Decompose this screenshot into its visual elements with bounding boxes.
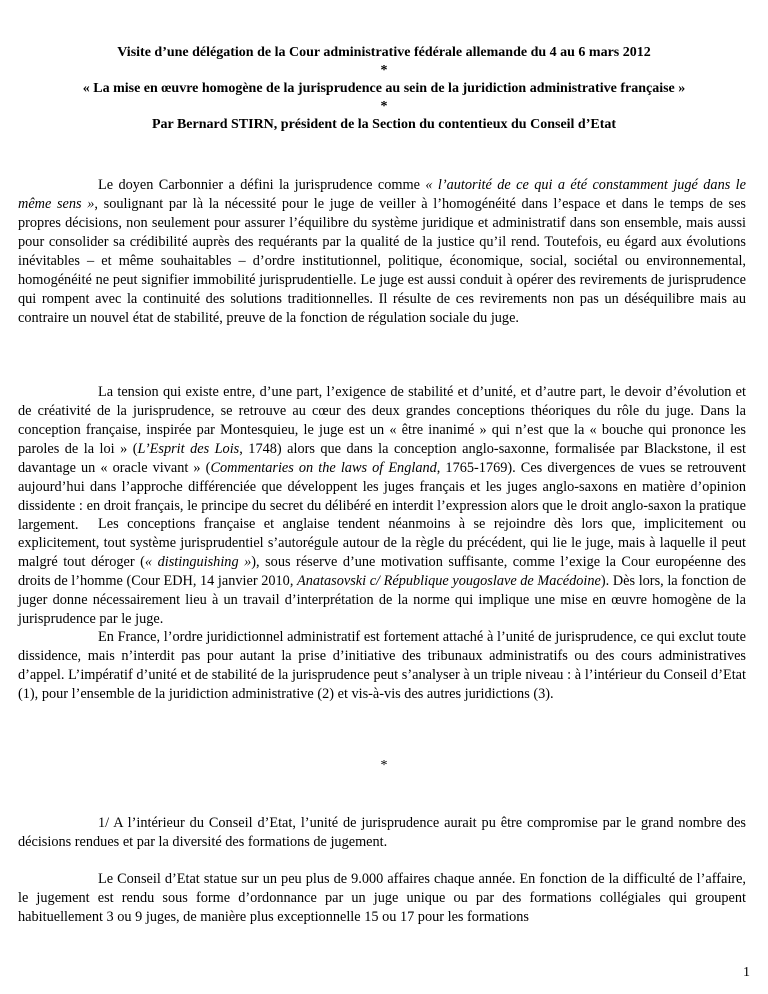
paragraph-3 [18,515,746,629]
paragraph-1-text: Le doyen Carbonnier a défini la jurisprudence comme [98,177,426,193]
header-subject-line: « La mise en œuvre homogène de la jurisprudence au sein de la juridiction administrative française » [82,81,686,96]
paragraph-3-text: ), sous réserve d’une motivation suffisante, comme l’exige la Cour européenne des droits de l’homme (Cour EDH, 14 janvier 2010, [18,554,746,589]
header-author-line: Par Bernard STIRN, président de la Section du contentieux du Conseil d’Etat [151,117,617,132]
paragraph-1-text: , soulignant par là la nécessité pour le juge de veiller à l’homogénéité dans l’espace et dans le temps de ses propres décisions, non seulement pour assurer l’équilibre du système juridique et administratif dans son ensemble, mais aussi pour consolider sa crédibilité auprès des requérants par la qualité de la justice qu’il rend. Toutefois, eu égard aux évolutions inévitables – et même souhaitables – d’ordre institutionnel, politique, économique, social, sociétal ou environnemental, homogénéité ne peut signifier immobilité jurisprudentielle. Le juge est aussi conduit à opérer des revirements de jurisprudence qui rompent avec la continuité des solutions traditionnelles. Il résulte de ces revirements non pas un déséquilibre mais au contraire un nouvel état de stabilité, preuve de la fonction de régulation sociale du juge. [18,196,746,326]
paragraph-4: En France, l’ordre juridictionnel administratif est fortement attaché à l’unité de jurisprudence, ce qui exclut toute dissidence, mais n’interdit pas pour autant la prise d’initiative des tribunaux administratifs ou des cours administratives d’appel. L’impératif d’unité et de stabilité de la jurisprudence peut s’analyser à un triple niveau : à l’intérieur du Conseil d’Etat (1), pour l’ensemble de la juridiction administrative (2) et vis-à-vis des autres juridictions (3). [18,629,746,702]
paragraph-2-citation: L’Esprit des Lois [137,441,240,457]
paragraph-1-quote: « l’autorité de ce qui a été constamment jugé dans le même sens » [18,177,746,212]
paragraph-5: 1/ A l’intérieur du Conseil d’Etat, l’unité de jurisprudence aurait pu être compromise par le grand nombre des décisions rendues et par la diversité des formations de jugement. [18,815,746,850]
header-separator-star: * [380,99,388,114]
paragraph-3-case-name: Anatasovski c/ République yougoslave de Macédoine [297,573,601,589]
paragraph-2-text: , 1748) alors que dans la conception anglo-saxonne, formalisée par Blackstone, il est davantage un « oracle vivant » ( [18,441,746,476]
paragraph-3-text: ). Dès lors, la fonction de juger donne nécessairement lieu à un travail d’interprétation de la norme qui implique une mise en œuvre homogène de la jurisprudence par le juge. [18,573,746,627]
header-title-line: Visite d’une délégation de la Cour administrative fédérale allemande du 4 au 6 mars 2012 [117,45,651,60]
paragraph-2 [18,383,746,535]
paragraph-1 [18,176,746,328]
header-separator-star: * [380,63,388,78]
page-number: 1 [743,965,750,980]
paragraph-2-text: La tension qui existe entre, d’une part, l’exigence de stabilité et d’unité, et d’autre part, le devoir d’évolution et de créativité de la jurisprudence, se retrouve au cœur des deux grandes conceptions théoriques du rôle du juge. Dans la conception française, inspirée par Montesquieu, le juge est un « être inanimé » qui n’est que la « bouche qui prononce les paroles de la loi » ( [18,384,746,457]
paragraph-2-citation: Commentaries on the laws of England [210,460,437,476]
paragraph-3-term: « distinguishing » [144,554,252,570]
section-separator-star: * [380,758,388,773]
paragraph-3-text: Les conceptions française et anglaise tendent néanmoins à se rejoindre dès lors que, implicitement ou explicitement, tout système jurisprudentiel s’autorégule autour de la règle du précédent, qui lie le juge, mais à laquelle il peut malgré tout déroger ( [18,516,746,570]
paragraph-2-text: , 1765-1769). Ces divergences de vues se retrouvent aujourd’hui dans l’approche différenciée que développent les juges français et les juges anglo-saxons en matière d’opinion dissidente : en droit français, le principe du secret du délibéré en interdit l’expression alors que le droit anglo-saxon la pratique largement. [18,460,747,533]
paragraph-6: Le Conseil d’Etat statue sur un peu plus de 9.000 affaires chaque année. En fonction de la difficulté de l’affaire, le jugement est rendu sous forme d’ordonnance par un juge unique ou par des formations collégiales qui groupent habituellement 3 ou 9 juges, de manière plus exceptionnelle 15 ou 17 pour les formations [18,871,746,925]
